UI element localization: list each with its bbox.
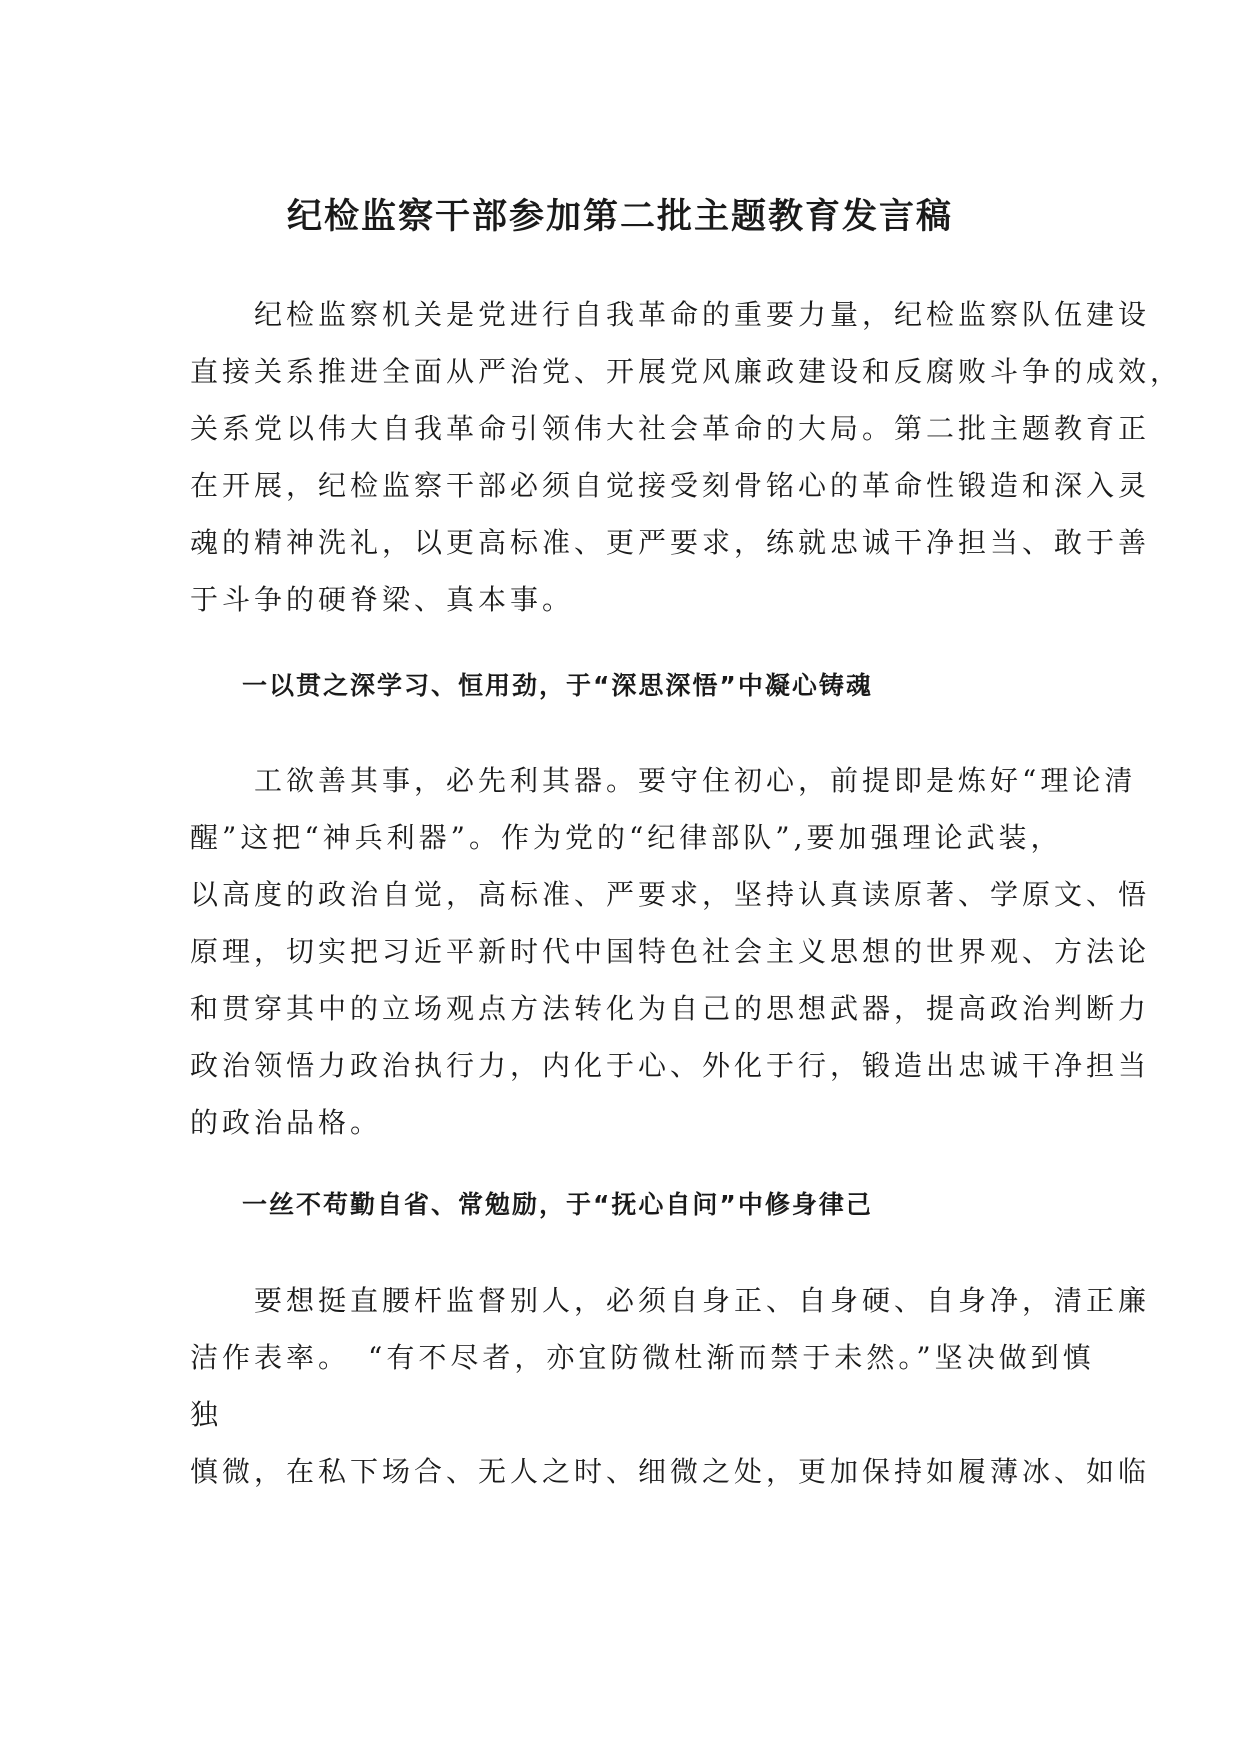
paragraph-line: 工欲善其事，必先利其器。要守住初心，前提即是炼好“理论清 — [190, 764, 1137, 797]
paragraph-line: 原理，切实把习近平新时代中国特色社会主义思想的世界观、方法论 — [190, 935, 1151, 968]
paragraph-line: 独 — [190, 1398, 223, 1431]
section-heading-self-reflection: 一丝不苟勤自省、常勉励，于“抚心自问”中修身律己 — [242, 1190, 873, 1219]
paragraph-line: 于斗争的硬脊梁、真本事。 — [190, 583, 575, 616]
paragraph-line: 政治领悟力政治执行力，内化于心、外化于行，锻造出忠诚干净担当 — [190, 1049, 1151, 1082]
paragraph-line: 慎微，在私下场合、无人之时、细微之处，更加保持如履薄冰、如临 — [190, 1455, 1151, 1488]
section-heading-study: 一以贯之深学习、恒用劲，于“深思深悟”中凝心铸魂 — [242, 671, 873, 700]
paragraph-line: 在开展，纪检监察干部必须自觉接受刻骨铭心的革命性锻造和深入灵 — [190, 469, 1151, 502]
paragraph-line: 直接关系推进全面从严治党、开展党风廉政建设和反腐败斗争的成效， — [190, 355, 1183, 388]
intro-paragraph — [190, 286, 1183, 628]
paragraph-line: 和贯穿其中的立场观点方法转化为自己的思想武器，提高政治判断力 — [190, 992, 1151, 1025]
paragraph-line: 洁作表率。 “有不尽者，亦宜防微杜渐而禁于未然。”坚决做到慎 — [190, 1341, 1095, 1374]
paragraph-line: 关系党以伟大自我革命引领伟大社会革命的大局。第二批主题教育正 — [190, 412, 1151, 445]
paragraph-line: 要想挺直腰杆监督别人，必须自身正、自身硬、自身净，清正廉 — [190, 1284, 1151, 1317]
paragraph-line: 的政治品格。 — [190, 1106, 383, 1139]
study-paragraph — [190, 752, 1151, 1151]
paragraph-line: 纪检监察机关是党进行自我革命的重要力量，纪检监察队伍建设 — [190, 298, 1151, 331]
self-reflection-paragraph — [190, 1272, 1151, 1500]
paragraph-line: 醒”这把“神兵利器”。作为党的“纪律部队”,要加强理论武装， — [190, 821, 1063, 854]
paragraph-line: 魂的精神洗礼，以更高标准、更严要求，练就忠诚干净担当、敢于善 — [190, 526, 1151, 559]
paragraph-line: 以高度的政治自觉，高标准、严要求，坚持认真读原著、学原文、悟 — [190, 878, 1151, 911]
document-title: 纪检监察干部参加第二批主题教育发言稿 — [286, 197, 953, 237]
